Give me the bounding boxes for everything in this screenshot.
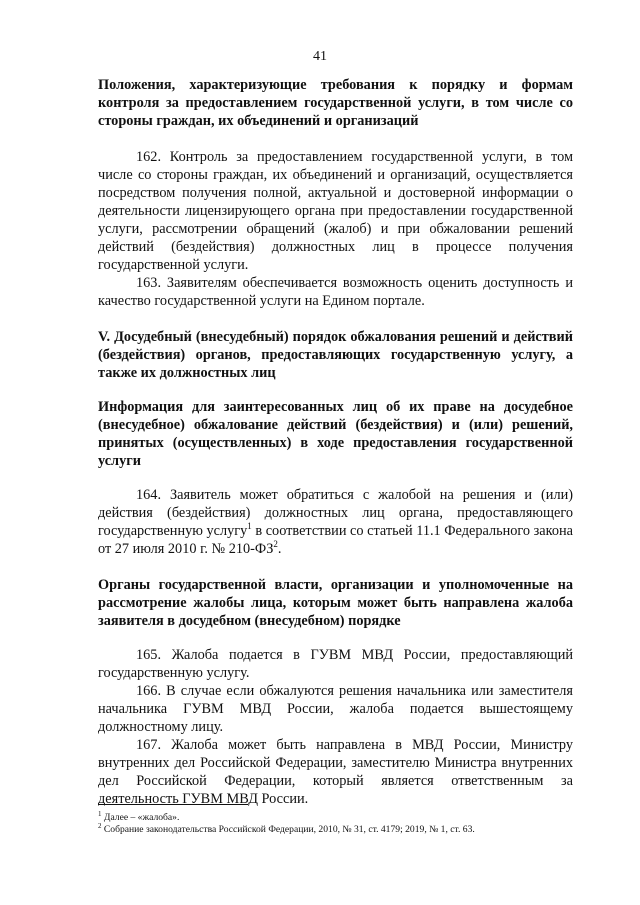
subheading-appeal-info: Информация для заинтересованных лиц об их праве на досудебное (внесудебное) обжалование действий (бездействия) и (или) решений, принятых (осуществленных) в ходе предоставления государственной услуги <box>98 399 573 469</box>
footnote-1-text: Далее – «жалоба». <box>101 812 180 823</box>
footnote-2-mark: 2 <box>98 821 102 830</box>
paragraph-164 <box>98 486 573 558</box>
footnote-1 <box>98 809 573 824</box>
footnote-2-text: Собрание законодательства Российской Федерации, 2010, № 31, ст. 4179; 2019, № 1, ст. 63. <box>101 824 475 835</box>
subheading-authorities: Органы государственной власти, организации и уполномоченные на рассмотрение жалобы лица, которым может быть направлена жалоба заявителя в досудебном (внесудебном) порядке <box>98 577 573 629</box>
chapter-heading-v: V. Досудебный (внесудебный) порядок обжалования решений и действий (бездействия) органов, предоставляющих государственную услугу, а также их должностных лиц <box>98 329 573 381</box>
footnotes <box>98 809 573 836</box>
section-heading-control: Положения, характеризующие требования к порядку и формам контроля за предоставлением государственной услуги, в том числе со стороны граждан, их объединений и организаций <box>98 77 573 129</box>
paragraph-162: 162. Контроль за предоставлением государственной услуги, в том числе со стороны граждан, их объединений и организаций, осуществляется посредством получения полной, актуальной и достоверной информации о деятельности лицензирующего органа при предоставлении государственной услуги, рассмотрении обращений (жалоб) и при обжаловании решений действий (бездействия) должностных лиц в процессе получения государственной услуги. <box>98 149 573 273</box>
page-number: 41 <box>313 49 327 64</box>
footnote-ref-2[interactable]: 2 <box>273 539 278 550</box>
footnote-1-mark: 1 <box>98 809 102 818</box>
paragraph-165: 165. Жалоба подается в ГУВМ МВД России, предоставляющий государственную услугу. <box>98 647 573 681</box>
paragraph-164-text-a: 164. Заявитель может обратиться с жалобой на решения и (или) действия (бездействия) должностных лиц органа, предоставляющего государственную услугу <box>98 487 573 539</box>
paragraph-163: 163. Заявителям обеспечивается возможность оценить доступность и качество государственной услуги на Едином портале. <box>98 275 573 309</box>
page-body <box>98 76 573 808</box>
paragraph-164-text-c: . <box>277 541 282 557</box>
paragraph-166: 166. В случае если обжалуются решения начальника или заместителя начальника ГУВМ МВД России, жалоба подается вышестоящему должностному лицу. <box>98 683 573 735</box>
footnote-divider <box>98 804 248 805</box>
footnote-ref-1[interactable]: 1 <box>247 521 252 532</box>
paragraph-164-text-b: в соответствии со статьей 11.1 Федерального закона от 27 июля 2010 г. № 210-ФЗ <box>98 523 574 557</box>
footnote-2 <box>98 821 573 836</box>
paragraph-167: 167. Жалоба может быть направлена в МВД России, Министру внутренних дел Российской Федерации, заместителю Министра внутренних дел Российской Федерации, который является ответственным за деятельность ГУВМ МВД России. <box>98 737 573 807</box>
